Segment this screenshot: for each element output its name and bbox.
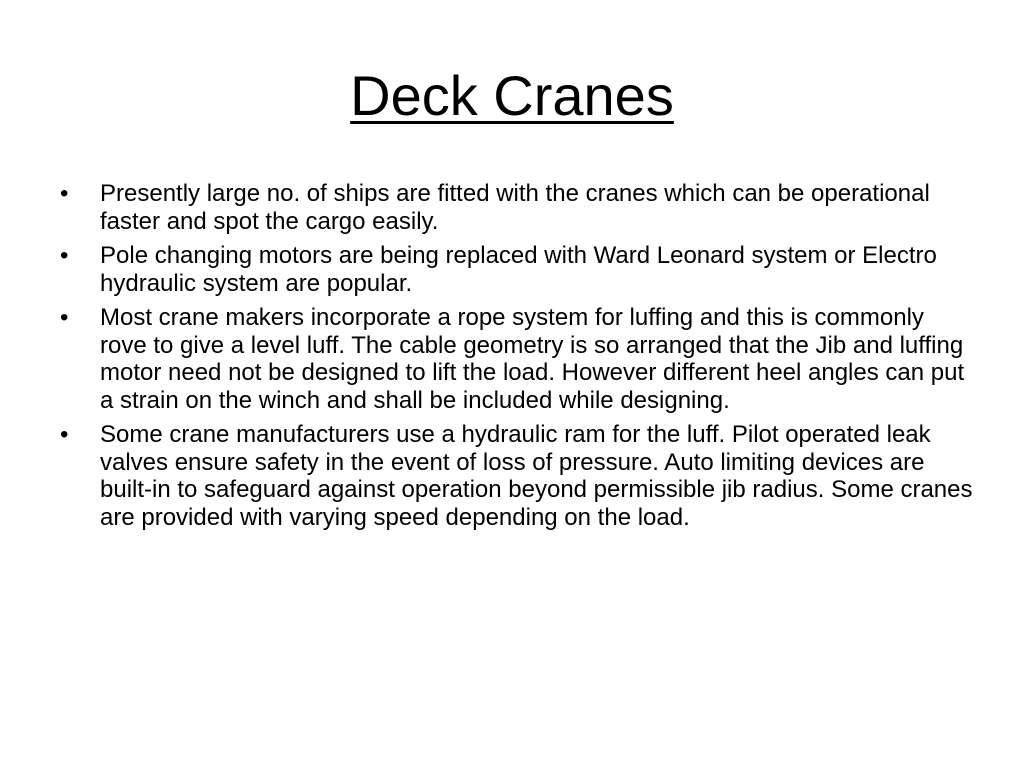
bullet-item	[60, 242, 975, 297]
bullet-item	[60, 180, 975, 235]
bullet-item	[60, 304, 975, 414]
bullet-item	[60, 421, 975, 531]
bullet-text: Pole changing motors are being replaced with Ward Leonard system or Electro hydraulic system are popular.	[100, 242, 937, 297]
bullet-icon: •	[60, 242, 69, 269]
bullet-text: Presently large no. of ships are fitted with the cranes which can be operational faster and spot the cargo easily.	[100, 180, 930, 235]
slide-title	[0, 62, 1024, 130]
bullet-icon: •	[60, 304, 69, 331]
bullet-list	[60, 180, 975, 538]
slide-title-text: Deck Cranes	[350, 64, 674, 127]
bullet-text: Most crane makers incorporate a rope system for luffing and this is commonly rove to give a level luff. The cable geometry is so arranged that the Jib and luffing motor need not be designed to lift the load. However different heel angles can put a strain on the winch and shall be included while designing.	[100, 304, 965, 414]
bullet-icon: •	[60, 421, 69, 448]
bullet-icon: •	[60, 180, 69, 207]
bullet-text: Some crane manufacturers use a hydraulic ram for the luff. Pilot operated leak valves ensure safety in the event of loss of pressure. Auto limiting devices are built-in to safeguard against operation beyond permissible jib radius. Some cranes are provided with varying speed depending on the load.	[100, 421, 973, 531]
